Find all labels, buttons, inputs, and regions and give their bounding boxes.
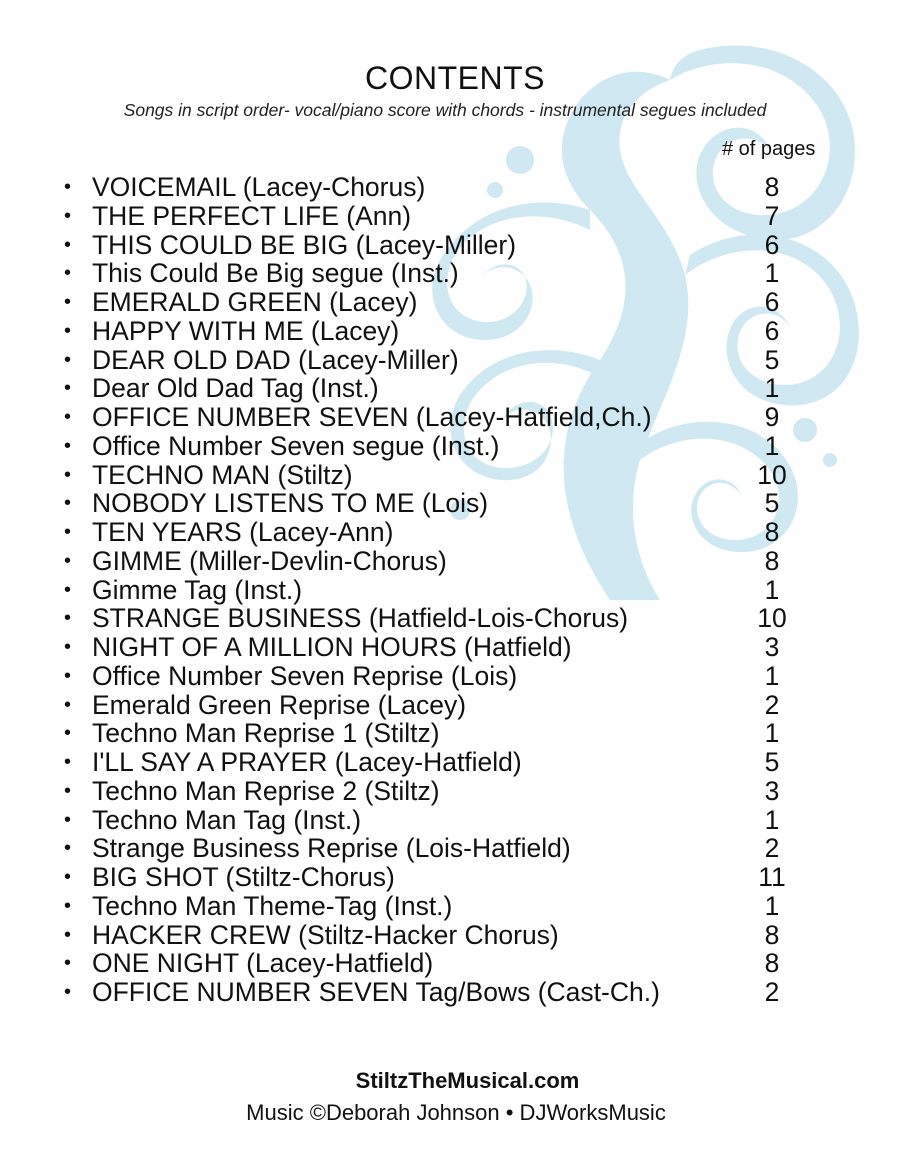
song-title: THE PERFECT LIFE (Ann): [92, 200, 412, 231]
song-page-count: 8: [764, 919, 780, 950]
bullet-dot-icon: •: [64, 406, 72, 428]
song-page-count: 1: [764, 574, 780, 605]
song-title: Techno Man Theme-Tag (Inst.): [92, 890, 453, 921]
bullet-dot-icon: •: [64, 664, 72, 687]
bullet-dot-icon: •: [64, 779, 72, 802]
song-page-count: 5: [764, 747, 780, 777]
bullet-dot-icon: •: [64, 492, 72, 515]
song-page-count: 8: [764, 172, 780, 202]
bullet-dot-icon: •: [64, 866, 72, 888]
song-title: THIS COULD BE BIG (Lacey-Miller): [92, 229, 517, 260]
bullet-dot-icon: •: [64, 233, 72, 256]
bullet-dot-icon: •: [64, 176, 72, 198]
song-page-count: 6: [764, 315, 780, 346]
song-title: DEAR OLD DAD (Lacey-Miller): [92, 344, 459, 375]
song-page-count: 10: [757, 603, 787, 634]
bullet-dot-icon: •: [64, 981, 72, 1003]
song-title: STRANGE BUSINESS (Hatfield-Lois-Chorus): [92, 603, 629, 634]
song-title: TECHNO MAN (Stiltz): [92, 459, 353, 490]
bullet-dot-icon: •: [64, 952, 72, 975]
song-title: Emerald Green Reprise (Lacey): [92, 689, 467, 720]
bullet-dot-icon: •: [64, 377, 72, 400]
pages-column-header: # of pages: [722, 138, 816, 160]
song-title: Gimme Tag (Inst.): [92, 574, 303, 605]
song-page-count: 2: [764, 833, 780, 864]
bullet-dot-icon: •: [64, 722, 72, 745]
song-title: I'LL SAY A PRAYER (Lacey-Hatfield): [92, 747, 522, 777]
bullet-dot-icon: •: [64, 837, 72, 860]
song-page-count: 9: [764, 402, 780, 432]
song-page-count: 1: [764, 258, 780, 289]
bullet-dot-icon: •: [64, 521, 72, 543]
song-title: OFFICE NUMBER SEVEN Tag/Bows (Cast-Ch.): [92, 977, 660, 1007]
bullet-dot-icon: •: [64, 751, 72, 773]
song-title: NOBODY LISTENS TO ME (Lois): [92, 488, 489, 519]
song-title: NIGHT OF A MILLION HOURS (Hatfield): [92, 632, 572, 662]
bullet-dot-icon: •: [64, 549, 72, 572]
page-subtitle: Songs in script order- vocal/piano score with chords - instrumental segues included: [123, 100, 767, 120]
bullet-dot-icon: •: [64, 463, 72, 486]
song-page-count: 1: [764, 373, 780, 404]
song-title: Techno Man Tag (Inst.): [92, 804, 362, 835]
bullet-dot-icon: •: [64, 291, 72, 313]
song-page-count: 10: [757, 459, 787, 490]
bullet-dot-icon: •: [64, 204, 72, 227]
bullet-dot-icon: •: [64, 319, 72, 342]
song-page-count: 3: [764, 632, 780, 662]
song-title: Dear Old Dad Tag (Inst.): [92, 373, 379, 404]
song-page-count: 7: [764, 200, 780, 231]
song-page-count: 1: [764, 804, 780, 835]
bullet-dot-icon: •: [64, 434, 72, 457]
page-title: CONTENTS: [365, 60, 545, 96]
bullet-dot-icon: •: [64, 923, 72, 946]
song-title: TEN YEARS (Lacey-Ann): [92, 517, 394, 547]
footer-credit: Music ©Deborah Johnson • DJWorksMusic: [246, 1100, 666, 1125]
song-page-count: 5: [764, 488, 780, 519]
song-title: HAPPY WITH ME (Lacey): [92, 315, 400, 346]
song-title: OFFICE NUMBER SEVEN (Lacey-Hatfield,Ch.): [92, 402, 652, 432]
song-page-count: 11: [758, 862, 786, 892]
song-page-count: 2: [764, 977, 780, 1007]
song-page-count: 8: [764, 948, 780, 979]
song-page-count: 8: [764, 517, 780, 547]
song-title: GIMME (Miller-Devlin-Chorus): [92, 545, 447, 576]
bullet-dot-icon: •: [64, 262, 72, 285]
song-title: Strange Business Reprise (Lois-Hatfield): [92, 833, 571, 864]
song-page-count: 1: [764, 430, 780, 461]
footer-website: StiltzTheMusical.com: [355, 1068, 580, 1093]
song-title: HACKER CREW (Stiltz-Hacker Chorus): [92, 919, 559, 950]
song-title: EMERALD GREEN (Lacey): [92, 287, 418, 317]
song-page-count: 6: [764, 229, 780, 260]
bullet-dot-icon: •: [64, 693, 72, 716]
song-page-count: 1: [764, 890, 780, 921]
bullet-dot-icon: •: [64, 636, 72, 658]
bullet-dot-icon: •: [64, 894, 72, 917]
song-page-count: 6: [764, 287, 780, 317]
song-page-count: 5: [764, 344, 780, 375]
song-title: ONE NIGHT (Lacey-Hatfield): [92, 948, 434, 979]
bullet-dot-icon: •: [64, 808, 72, 831]
song-title: BIG SHOT (Stiltz-Chorus): [92, 862, 395, 892]
song-page-count: 8: [764, 545, 780, 576]
song-title: Office Number Seven Reprise (Lois): [92, 660, 518, 691]
song-title: This Could Be Big segue (Inst.): [92, 258, 459, 289]
song-page-count: 1: [764, 660, 780, 691]
song-title: Techno Man Reprise 1 (Stiltz): [92, 718, 440, 749]
bullet-dot-icon: •: [64, 348, 72, 371]
song-page-count: 2: [764, 689, 780, 720]
song-title: Office Number Seven segue (Inst.): [92, 430, 500, 461]
song-title: Techno Man Reprise 2 (Stiltz): [92, 775, 440, 806]
bullet-dot-icon: •: [64, 607, 72, 630]
song-page-count: 1: [764, 718, 780, 749]
song-page-count: 3: [764, 775, 780, 806]
bullet-dot-icon: •: [64, 578, 72, 601]
song-title: VOICEMAIL (Lacey-Chorus): [92, 172, 426, 202]
